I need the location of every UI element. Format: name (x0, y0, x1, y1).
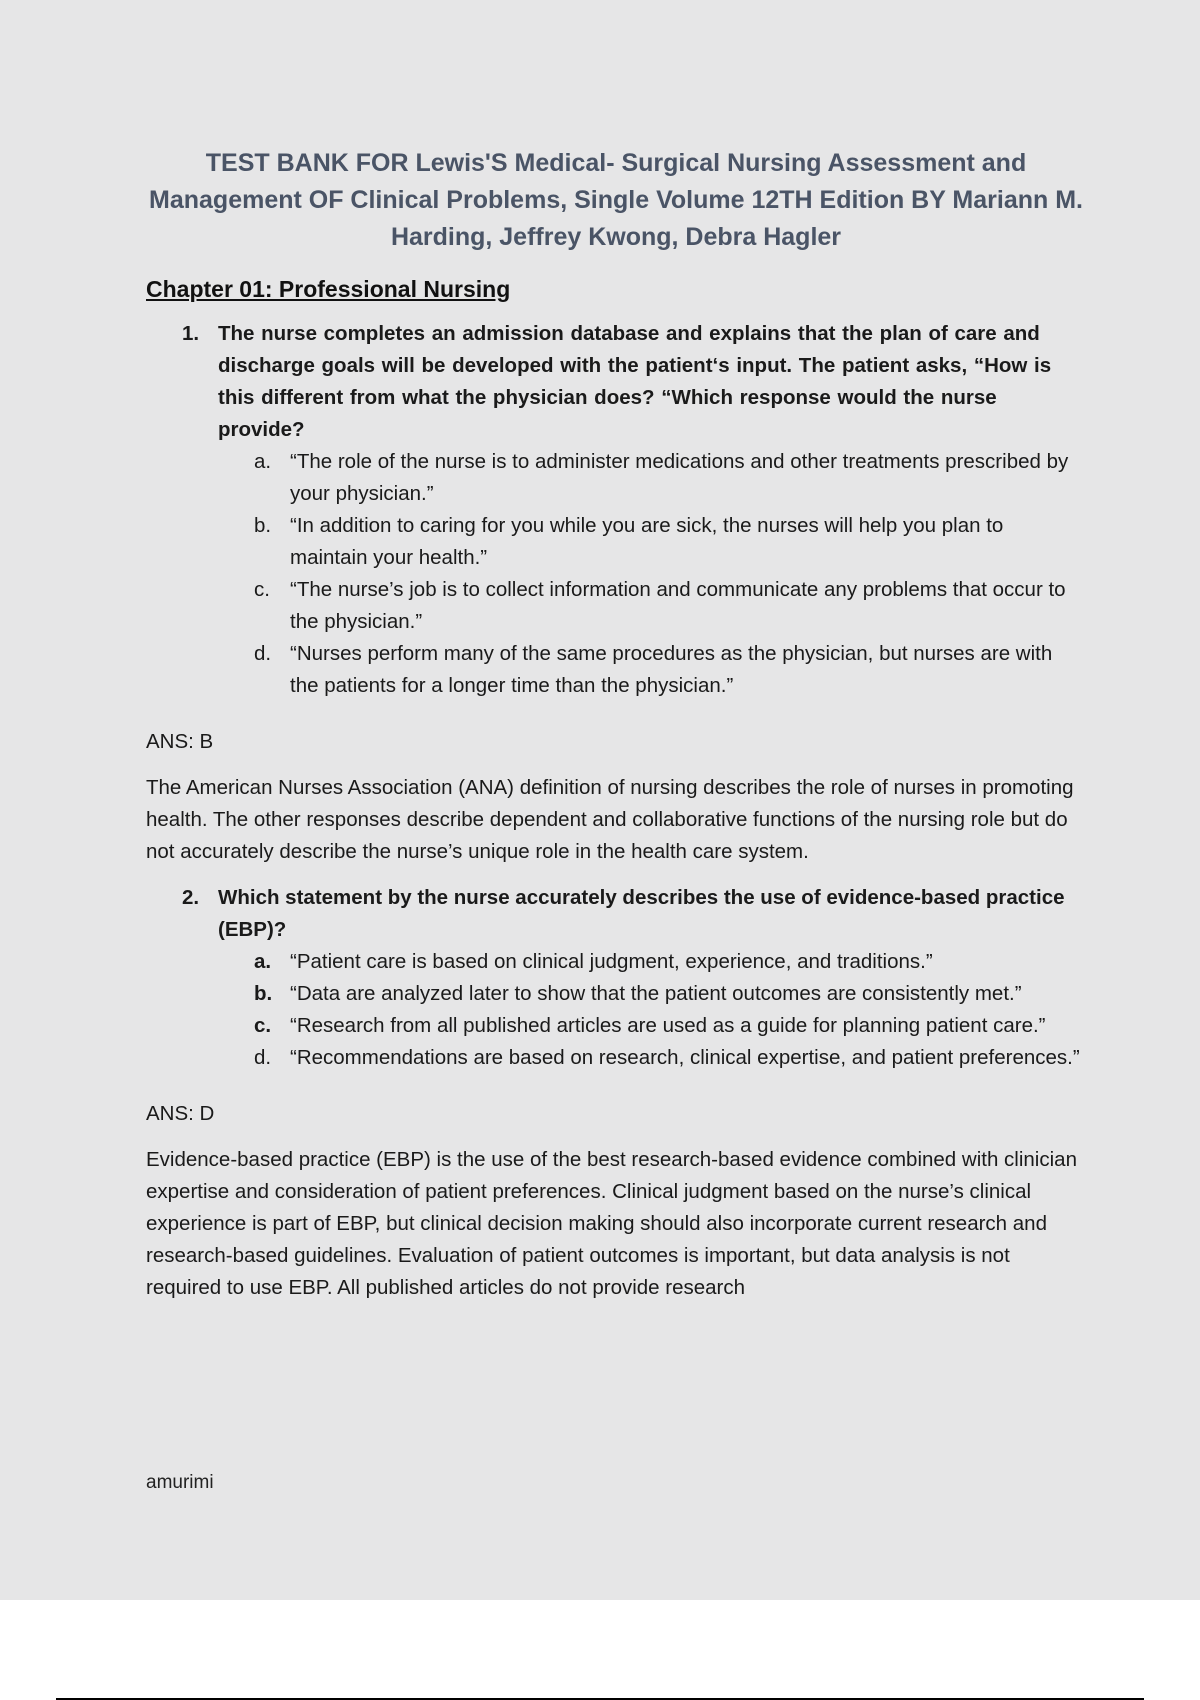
option-a (254, 946, 1086, 978)
option-text: “Patient care is based on clinical judgment, experience, and traditions.” (290, 950, 933, 973)
option-text: “In addition to caring for you while you are sick, the nurses will help you plan to maintain your health.” (290, 514, 1004, 569)
option-b (254, 978, 1086, 1010)
question-1 (146, 318, 1086, 446)
option-letter: c. (254, 578, 270, 601)
page-content (146, 145, 1086, 1304)
footer-author: amurimi (146, 1472, 214, 1493)
option-letter: b. (254, 982, 273, 1005)
option-letter: a. (254, 950, 272, 973)
option-letter: d. (254, 1046, 272, 1069)
document-title: TEST BANK FOR Lewis'S Medical- Surgical Nursing Assessment and Management OF Clinical Problems, Single Volume 12TH Edition BY Mariann M. Harding, Jeffrey Kwong, Debra Hagler (149, 149, 1083, 251)
option-d (254, 1042, 1086, 1074)
option-c (254, 574, 1086, 638)
chapter-heading: Chapter 01: Professional Nursing (146, 276, 511, 302)
question-text: The nurse completes an admission database and explains that the plan of care and discharge goals will be developed with the patient‘s input. The patient asks, “How is this different from what the physician does? “Which response would the nurse provide? (218, 322, 1052, 441)
option-text: “Recommendations are based on research, clinical expertise, and patient preferences.” (290, 1046, 1080, 1069)
option-d (254, 638, 1086, 702)
question-number: 1. (182, 322, 200, 345)
question-2-options (146, 946, 1086, 1074)
option-text: “Nurses perform many of the same procedures as the physician, but nurses are with the patients for a longer time than the physician.” (290, 642, 1053, 697)
option-a (254, 446, 1086, 510)
rationale-text: Evidence-based practice (EBP) is the use of the best research-based evidence combined with clinician expertise and consideration of patient preferences. Clinical judgment based on the nurse’s clinical experience is part of EBP, but clinical decision making should also incorporate current research and research-based guidelines. Evaluation of patient outcomes is important, but data analysis is not required to use EBP. All published articles do not provide research (146, 1148, 1077, 1299)
question-2 (146, 882, 1086, 946)
option-letter: d. (254, 642, 272, 665)
option-letter: b. (254, 514, 272, 537)
answer-key: ANS: D (146, 1102, 215, 1125)
option-b (254, 510, 1086, 574)
option-text: “The nurse’s job is to collect information and communicate any problems that occur to the physician.” (290, 578, 1066, 633)
option-letter: a. (254, 450, 272, 473)
rationale-text: The American Nurses Association (ANA) definition of nursing describes the role of nurses in promoting health. The other responses describe dependent and collaborative functions of the nursing role but do not accurately describe the nurse’s unique role in the health care system. (146, 776, 1074, 863)
option-c (254, 1010, 1086, 1042)
option-text: “The role of the nurse is to administer medications and other treatments prescribed by your physician.” (290, 450, 1069, 505)
question-text: Which statement by the nurse accurately describes the use of evidence-based practice (EBP)? (218, 886, 1065, 941)
question-number: 2. (182, 886, 200, 909)
option-text: “Data are analyzed later to show that the patient outcomes are consistently met.” (290, 982, 1022, 1005)
question-1-options (146, 446, 1086, 702)
option-text: “Research from all published articles are used as a guide for planning patient care.” (290, 1014, 1046, 1037)
option-letter: c. (254, 1014, 272, 1037)
answer-key: ANS: B (146, 730, 214, 753)
